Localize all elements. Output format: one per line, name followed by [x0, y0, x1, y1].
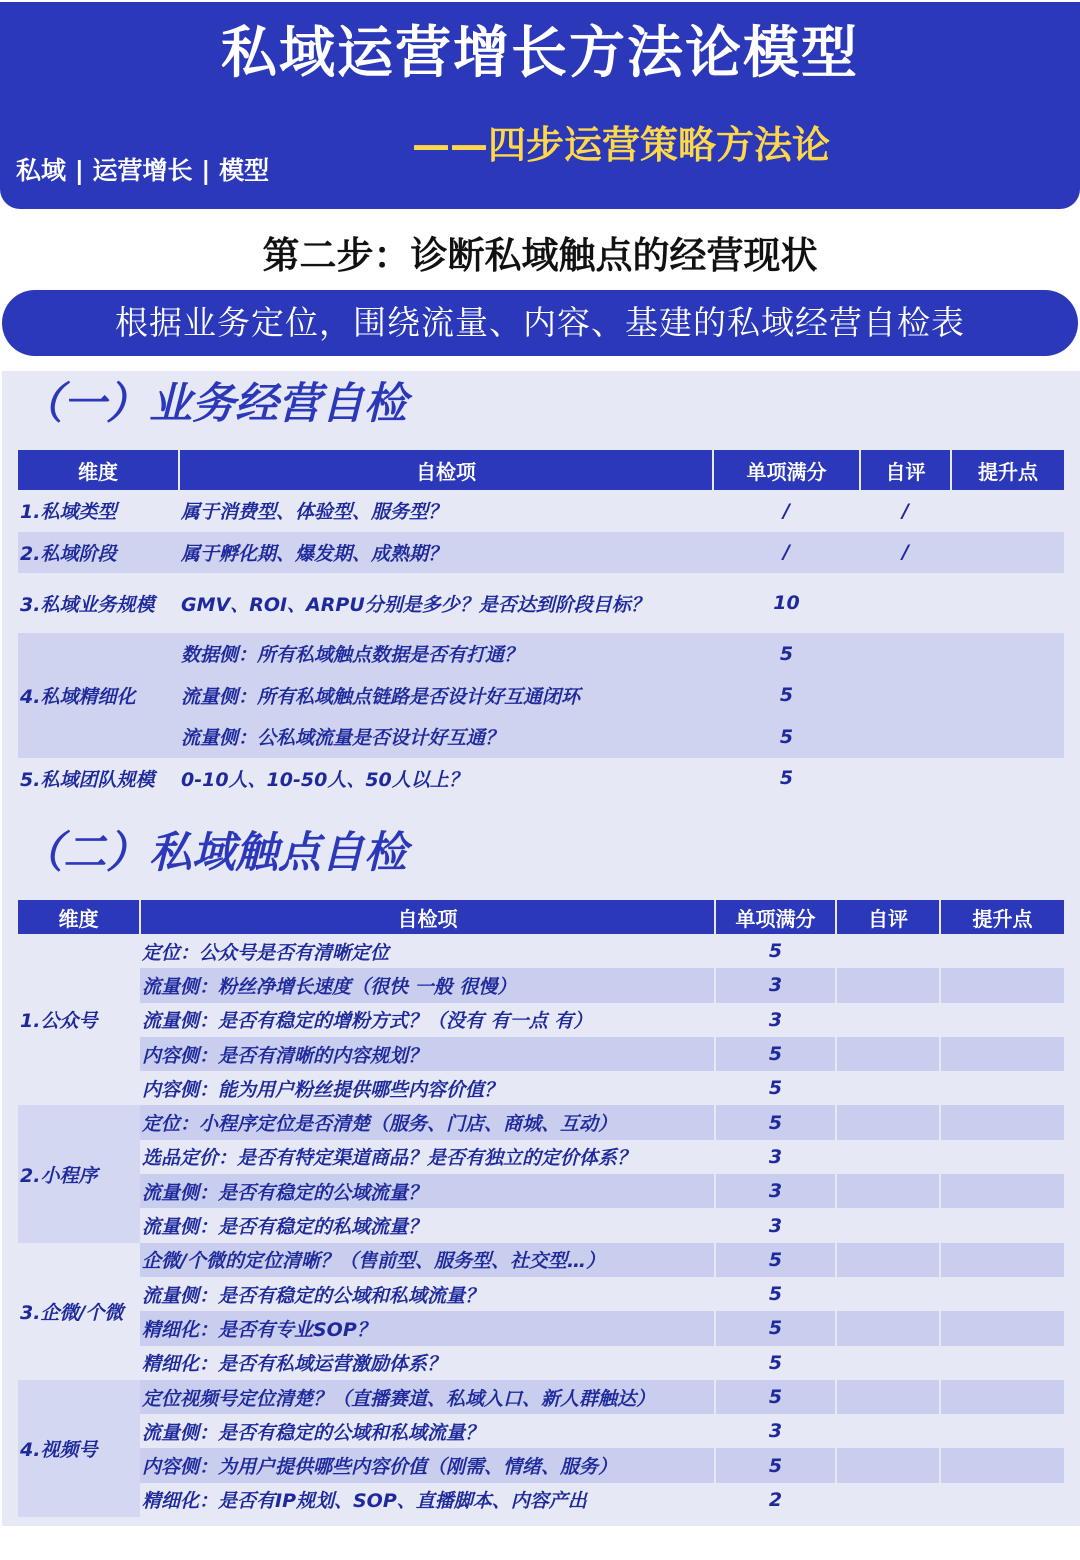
page-subtitle: ——四步运营策略方法论	[412, 123, 831, 167]
item-cell: 数据侧：所有私域触点数据是否有打通？	[179, 633, 713, 675]
self-cell	[836, 1140, 940, 1174]
score-cell: 5	[715, 934, 836, 968]
header-improve: 提升点	[940, 900, 1064, 934]
dimension-cell: 3.企微/个微	[18, 1243, 140, 1380]
item-cell: 流量侧：是否有稳定的私域流量？	[140, 1208, 715, 1242]
item-cell: 定位：小程序定位是否清楚（服务、门店、商城、互动）	[140, 1105, 715, 1139]
section-2-title: （二）私域触点自检	[20, 828, 407, 878]
improve-cell	[940, 1174, 1064, 1208]
self-cell	[836, 1414, 940, 1448]
item-cell: 内容侧：能为用户粉丝提供哪些内容价值？	[140, 1071, 715, 1105]
header-dimension: 维度	[18, 900, 140, 934]
header-score: 单项满分	[713, 450, 860, 490]
score-cell: /	[713, 532, 860, 574]
score-cell: 5	[713, 758, 860, 800]
self-cell	[836, 1174, 940, 1208]
header-improve: 提升点	[951, 450, 1064, 490]
score-cell: 5	[715, 1105, 836, 1139]
item-cell: 流量侧：是否有稳定的增粉方式？（没有 有一点 有）	[140, 1003, 715, 1037]
self-cell	[836, 1380, 940, 1414]
item-cell: 内容侧：为用户提供哪些内容价值（刚需、情绪、服务）	[140, 1448, 715, 1482]
dimension-cell: 3.私域业务规模	[18, 573, 179, 633]
header-score: 单项满分	[715, 900, 836, 934]
score-cell: 5	[713, 633, 860, 675]
score-cell: 5	[713, 675, 860, 717]
self-cell	[836, 1483, 940, 1517]
self-cell	[836, 1037, 940, 1071]
score-cell: 10	[713, 573, 860, 633]
tag-line: 私域 | 运营增长 | 模型	[16, 156, 270, 185]
improve-cell	[940, 1140, 1064, 1174]
score-cell: 3	[715, 1140, 836, 1174]
table-row	[18, 1414, 1064, 1448]
score-cell: 3	[715, 1414, 836, 1448]
section-1-title: （一）业务经营自检	[20, 379, 407, 429]
score-cell: 5	[715, 1243, 836, 1277]
header-item: 自检项	[179, 450, 713, 490]
table-row	[18, 758, 1064, 800]
self-cell: /	[860, 532, 951, 574]
table-row	[18, 532, 1064, 574]
score-cell: 5	[713, 716, 860, 758]
header-banner	[0, 2, 1080, 209]
score-cell: /	[713, 490, 860, 532]
self-cell	[836, 934, 940, 968]
improve-cell	[940, 1311, 1064, 1345]
self-cell	[860, 675, 951, 717]
improve-cell	[940, 1071, 1064, 1105]
item-cell: 流量侧：粉丝净增长速度（很快 一般 很慢）	[140, 968, 715, 1002]
improve-cell	[940, 968, 1064, 1002]
dimension-cell: 2.私域阶段	[18, 532, 179, 574]
dimension-cell: 4.视频号	[18, 1380, 140, 1517]
improve-cell	[940, 934, 1064, 968]
item-cell: 精细化：是否有私域运营激励体系？	[140, 1346, 715, 1380]
improve-cell	[940, 1414, 1064, 1448]
table-row	[18, 968, 1064, 1002]
item-cell: 流量侧：公私域流量是否设计好互通？	[179, 716, 713, 758]
touchpoint-check-table	[18, 900, 1064, 1517]
dimension-cell: 4.私域精细化	[18, 633, 179, 758]
improve-cell	[940, 1346, 1064, 1380]
improve-cell	[951, 758, 1064, 800]
self-cell: /	[860, 490, 951, 532]
dimension-cell: 1.私域类型	[18, 490, 179, 532]
table-row	[18, 1174, 1064, 1208]
improve-cell	[940, 1243, 1064, 1277]
item-cell: GMV、ROI、ARPU分别是多少？是否达到阶段目标？	[179, 573, 713, 633]
item-cell: 属于孵化期、爆发期、成熟期？	[179, 532, 713, 574]
score-cell: 5	[715, 1346, 836, 1380]
score-cell: 5	[715, 1311, 836, 1345]
score-cell: 5	[715, 1380, 836, 1414]
self-cell	[836, 1277, 940, 1311]
header-self: 自评	[860, 450, 951, 490]
table-row	[18, 1380, 1064, 1414]
item-cell: 属于消费型、体验型、服务型？	[179, 490, 713, 532]
self-cell	[836, 1243, 940, 1277]
self-cell	[836, 1105, 940, 1139]
item-cell: 内容侧：是否有清晰的内容规划？	[140, 1037, 715, 1071]
self-cell	[836, 1448, 940, 1482]
score-cell: 3	[715, 1208, 836, 1242]
header-item: 自检项	[140, 900, 715, 934]
improve-cell	[940, 1105, 1064, 1139]
table-header-row	[18, 450, 1064, 490]
self-cell	[860, 758, 951, 800]
improve-cell	[940, 1483, 1064, 1517]
self-cell	[860, 573, 951, 633]
table-row	[18, 1003, 1064, 1037]
dimension-cell: 1.公众号	[18, 934, 140, 1105]
self-cell	[836, 1071, 940, 1105]
improve-cell	[951, 490, 1064, 532]
self-cell	[836, 1003, 940, 1037]
improve-cell	[940, 1037, 1064, 1071]
improve-cell	[940, 1277, 1064, 1311]
table-row	[18, 573, 1064, 633]
score-cell: 5	[715, 1037, 836, 1071]
improve-cell	[940, 1448, 1064, 1482]
table-row	[18, 1037, 1064, 1071]
step-title: 第二步：诊断私域触点的经营现状	[262, 234, 818, 277]
table-row	[18, 1311, 1064, 1345]
table-row	[18, 1448, 1064, 1482]
score-cell: 5	[715, 1071, 836, 1105]
header-dimension: 维度	[18, 450, 179, 490]
item-cell: 流量侧：是否有稳定的公域流量？	[140, 1174, 715, 1208]
business-check-table	[18, 450, 1064, 799]
table-row	[18, 490, 1064, 532]
table-row	[18, 934, 1064, 968]
improve-cell	[940, 1380, 1064, 1414]
self-cell	[860, 633, 951, 675]
table-header-row	[18, 900, 1064, 934]
score-cell: 2	[715, 1483, 836, 1517]
improve-cell	[940, 1208, 1064, 1242]
improve-cell	[940, 1003, 1064, 1037]
score-cell: 3	[715, 1174, 836, 1208]
dimension-cell: 5.私域团队规模	[18, 758, 179, 800]
item-cell: 定位：公众号是否有清晰定位	[140, 934, 715, 968]
item-cell: 精细化：是否有IP规划、SOP、直播脚本、内容产出	[140, 1483, 715, 1517]
table-row	[18, 1346, 1064, 1380]
dimension-cell: 2.小程序	[18, 1105, 140, 1242]
self-cell	[860, 716, 951, 758]
self-cell	[836, 1346, 940, 1380]
table-row	[18, 1071, 1064, 1105]
improve-cell	[951, 675, 1064, 717]
item-cell: 精细化：是否有专业SOP？	[140, 1311, 715, 1345]
item-cell: 定位视频号定位清楚？（直播赛道、私域入口、新人群触达）	[140, 1380, 715, 1414]
item-cell: 0-10人、10-50人、50人以上？	[179, 758, 713, 800]
item-cell: 流量侧：是否有稳定的公域和私域流量？	[140, 1277, 715, 1311]
improve-cell	[951, 573, 1064, 633]
self-cell	[836, 968, 940, 1002]
table-row	[18, 1105, 1064, 1139]
page-title: 私域运营增长方法论模型	[221, 21, 859, 86]
table-row	[18, 633, 1064, 675]
table-row	[18, 1277, 1064, 1311]
item-cell: 流量侧：所有私域触点链路是否设计好互通闭环	[179, 675, 713, 717]
improve-cell	[951, 633, 1064, 675]
score-cell: 5	[715, 1277, 836, 1311]
table-row	[18, 1208, 1064, 1242]
header-self: 自评	[836, 900, 940, 934]
table-row	[18, 1483, 1064, 1517]
table-row	[18, 1243, 1064, 1277]
item-cell: 企微/个微的定位清晰？（售前型、服务型、社交型…）	[140, 1243, 715, 1277]
improve-cell	[951, 532, 1064, 574]
self-cell	[836, 1311, 940, 1345]
item-cell: 选品定价：是否有特定渠道商品？是否有独立的定价体系？	[140, 1140, 715, 1174]
score-cell: 5	[715, 1448, 836, 1482]
score-cell: 3	[715, 1003, 836, 1037]
table-row	[18, 1140, 1064, 1174]
self-cell	[836, 1208, 940, 1242]
item-cell: 流量侧：是否有稳定的公域和私域流量？	[140, 1414, 715, 1448]
description-banner: 根据业务定位，围绕流量、内容、基建的私域经营自检表	[2, 290, 1078, 356]
score-cell: 3	[715, 968, 836, 1002]
improve-cell	[951, 716, 1064, 758]
